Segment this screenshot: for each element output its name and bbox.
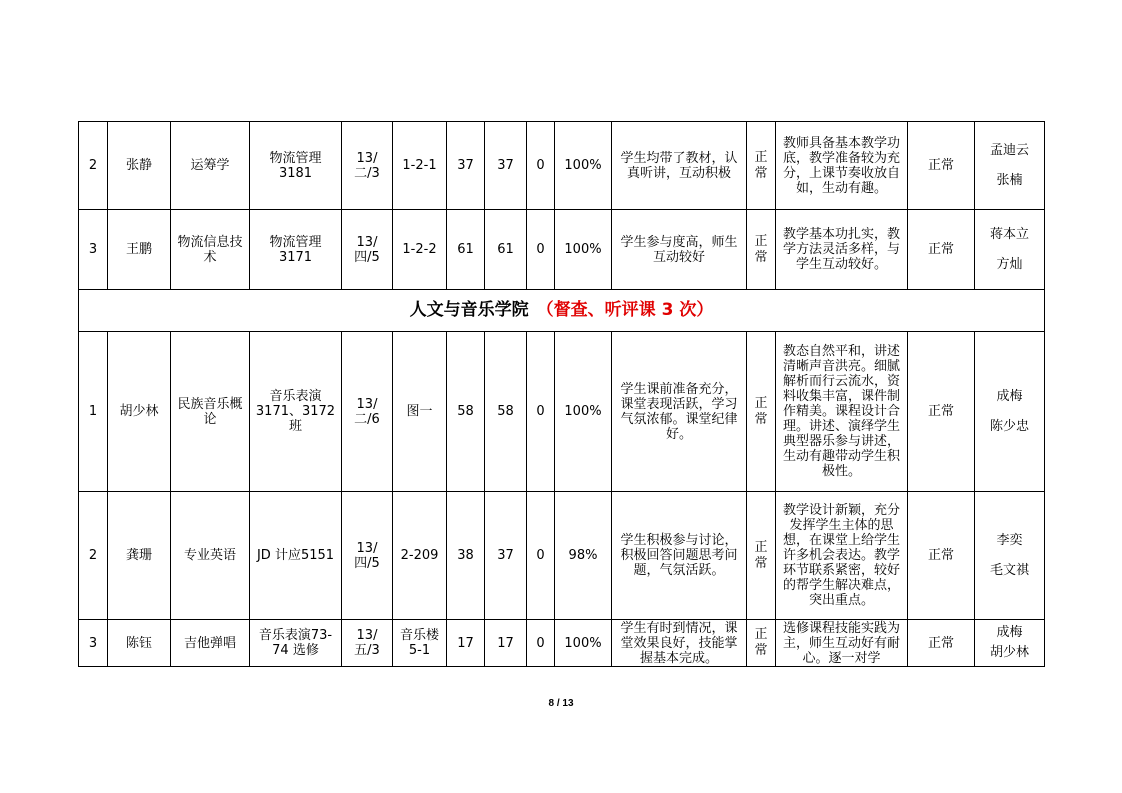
course-name: 民族音乐概论 — [171, 332, 250, 492]
teacher-name: 陈钰 — [108, 620, 171, 667]
result-status: 正常 — [908, 122, 975, 210]
expected-count: 61 — [447, 210, 485, 290]
row-number: 2 — [79, 122, 108, 210]
class-name: JD 计应5151 — [250, 492, 342, 620]
class-time: 13/二/3 — [342, 122, 393, 210]
observers — [975, 122, 1045, 210]
class-time: 13/五/3 — [342, 620, 393, 667]
observer-name: 胡少林 — [989, 645, 1029, 660]
status-vertical: 正常 — [747, 210, 776, 290]
attendance-rate: 100% — [555, 620, 612, 667]
student-comment: 学生参与度高，师生互动较好 — [612, 210, 747, 290]
result-status: 正常 — [908, 332, 975, 492]
expected-count: 38 — [447, 492, 485, 620]
teacher-comment: 教师具备基本教学功底，教学准备较为充分，上课节奏收放自如，生动有趣。 — [776, 122, 908, 210]
result-status: 正常 — [908, 492, 975, 620]
row-number: 2 — [79, 492, 108, 620]
class-name: 物流管理3181 — [250, 122, 342, 210]
class-time: 13/二/6 — [342, 332, 393, 492]
classroom: 1-2-1 — [393, 122, 447, 210]
section-title: 人文与音乐学院 — [409, 300, 529, 320]
table-row — [79, 122, 1045, 210]
absent-count: 0 — [527, 620, 555, 667]
expected-count: 37 — [447, 122, 485, 210]
absent-count: 0 — [527, 492, 555, 620]
teacher-name: 王鹏 — [108, 210, 171, 290]
class-time: 13/四/5 — [342, 492, 393, 620]
table-row — [79, 332, 1045, 492]
teacher-comment: 教态自然平和，讲述清晰声音洪亮。细腻解析而行云流水，资料收集丰富，课件制作精美。课程设计合理。讲述、演绎学生典型器乐参与讲述，生动有趣带动学生积极性。 — [776, 332, 908, 492]
observers — [975, 210, 1045, 290]
actual-count: 37 — [485, 122, 527, 210]
classroom: 2-209 — [393, 492, 447, 620]
table-row — [79, 210, 1045, 290]
status-vertical: 正常 — [747, 620, 776, 667]
observer-name: 蒋本立 — [989, 226, 1029, 242]
teacher-name: 胡少林 — [108, 332, 171, 492]
teacher-comment: 教学设计新颖，充分发挥学生主体的思想，在课堂上给学生许多机会表达。教学环节联系紧密，较好的帮学生解决难点，突出重点。 — [776, 492, 908, 620]
classroom: 音乐楼5-1 — [393, 620, 447, 667]
observer-name: 陈少忠 — [989, 418, 1029, 434]
observers — [975, 620, 1045, 667]
attendance-rate: 100% — [555, 332, 612, 492]
observer-name: 成梅 — [996, 625, 1023, 640]
absent-count: 0 — [527, 332, 555, 492]
attendance-rate: 100% — [555, 122, 612, 210]
course-name: 吉他弹唱 — [171, 620, 250, 667]
observers — [975, 492, 1045, 620]
row-number: 3 — [79, 210, 108, 290]
observer-name: 李奕 — [996, 532, 1023, 548]
class-name: 音乐表演73-74 选修 — [250, 620, 342, 667]
actual-count: 37 — [485, 492, 527, 620]
page-indicator: 8 / 13 — [548, 698, 574, 709]
absent-count: 0 — [527, 122, 555, 210]
inspection-table — [78, 121, 1045, 667]
result-status: 正常 — [908, 210, 975, 290]
observer-name: 毛文祺 — [989, 562, 1029, 578]
expected-count: 58 — [447, 332, 485, 492]
class-time: 13/四/5 — [342, 210, 393, 290]
expected-count: 17 — [447, 620, 485, 667]
classroom: 图一 — [393, 332, 447, 492]
student-comment: 学生有时到情况，课堂效果良好，技能掌握基本完成。 — [612, 620, 747, 667]
course-name: 专业英语 — [171, 492, 250, 620]
teacher-name: 张静 — [108, 122, 171, 210]
observer-name: 方灿 — [996, 256, 1023, 272]
class-name: 音乐表演3171、3172班 — [250, 332, 342, 492]
section-note: （督查、听评课 3 次） — [536, 300, 714, 320]
student-comment: 学生积极参与讨论，积极回答问题思考问题，气氛活跃。 — [612, 492, 747, 620]
observer-name: 成梅 — [996, 388, 1023, 404]
student-comment: 学生课前准备充分，课堂表现活跃，学习气氛浓郁。课堂纪律好。 — [612, 332, 747, 492]
status-vertical: 正常 — [747, 122, 776, 210]
classroom: 1-2-2 — [393, 210, 447, 290]
teacher-name: 龚珊 — [108, 492, 171, 620]
actual-count: 17 — [485, 620, 527, 667]
table-row — [79, 492, 1045, 620]
course-name: 物流信息技术 — [171, 210, 250, 290]
attendance-rate: 98% — [555, 492, 612, 620]
row-number: 3 — [79, 620, 108, 667]
result-status: 正常 — [908, 620, 975, 667]
attendance-rate: 100% — [555, 210, 612, 290]
actual-count: 58 — [485, 332, 527, 492]
row-number: 1 — [79, 332, 108, 492]
observer-name: 孟迪云 — [989, 142, 1029, 158]
section-header — [79, 290, 1045, 332]
teacher-comment: 教学基本功扎实，教学方法灵活多样，与学生互动较好。 — [776, 210, 908, 290]
actual-count: 61 — [485, 210, 527, 290]
absent-count: 0 — [527, 210, 555, 290]
status-vertical: 正常 — [747, 332, 776, 492]
student-comment: 学生均带了教材，认真听讲，互动积极 — [612, 122, 747, 210]
observer-name: 张楠 — [996, 172, 1023, 188]
status-vertical: 正常 — [747, 492, 776, 620]
table-row — [79, 620, 1045, 667]
observers — [975, 332, 1045, 492]
section-header-row — [79, 290, 1045, 332]
course-name: 运筹学 — [171, 122, 250, 210]
class-name: 物流管理3171 — [250, 210, 342, 290]
teacher-comment: 选修课程技能实践为主，师生互动好有耐心。逐一对学 — [776, 620, 908, 667]
